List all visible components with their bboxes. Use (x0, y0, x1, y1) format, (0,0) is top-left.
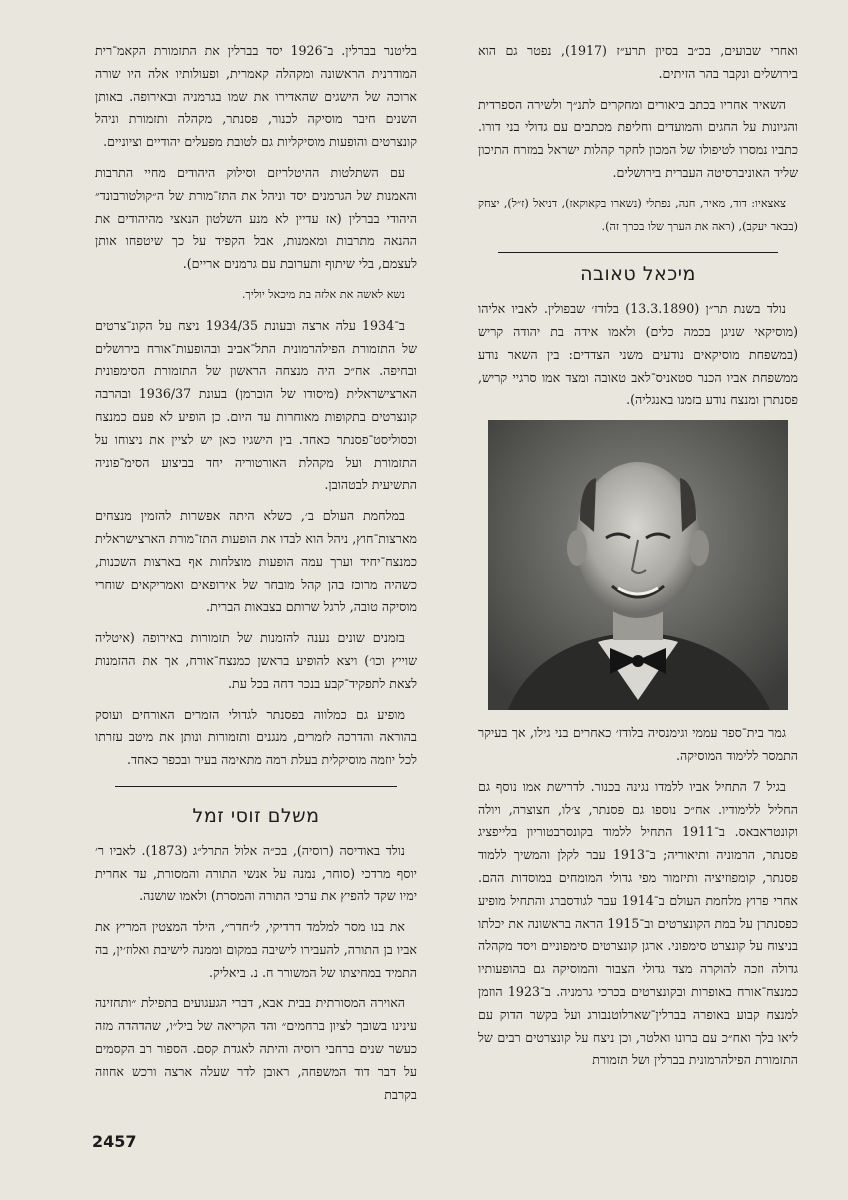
paragraph: במלחמת העולם ב׳, כשלא היתה אפשרות להזמין מנצחים מארצות־חוץ, ניהל הוא לבדו את הופעות התז־מורת הארצישראלית כמנצח־יחיד וערך עמה הופעות מוצלחות אף בארצות השכנות, כשהיה מרוכז בהן קהל מובחר של אירופאים ואמריקאים שוחרי מוסיקה טובה, לרגל שרותם בצבאות הברית. (95, 508, 417, 615)
paragraph: גמר בית־ספר עממי וגימנסיה בלודז׳ כאחרים בני גילו, אך בעיקר התמסר ללימוד המוסיקה. (478, 725, 798, 763)
article-title: משלם זוסי זמל (192, 804, 320, 827)
right-column (478, 40, 798, 1080)
paragraph: עם השתלטות ההיטלריזם וסילוק היהודים מחיי התרבות והאמנות של הגרמנים יסד וניהל את התז־מורת של ה״קולטורבונד״ היהודי בברלין (אז עדיין לא מנע השלטון הנאצי מהיהודים את ההנאה מתרבות ומאמנות, אבל הקפיד על כך שיטפחו אותן לעצמם, בלי שיתוף ותערובת עם גרמנים אריים). (95, 164, 417, 272)
left-column (95, 40, 417, 1114)
paragraph: בזמנים שונים נענה להזמנות של תזמורות באירופה (איטליה שוייץ וכו׳) ויצא להופיע בראשן כמנצח־אורח, אך את ההזמנות לצאת לתפקיד־קבע בנכר דחה בכל עת. (95, 630, 417, 691)
divider (115, 786, 397, 787)
portrait-photo (488, 420, 788, 710)
paragraph: בליטנר בברלין. ב־1926 יסד בברלין את התזמורת הקאמ־רית המודרנית הראשונה ומקהלה קאמרית, ופעולותיו אלה היו שורה ארוכה של הישגים שהאדירו את שמו בגרמניה ובאירופה. באותן השנים חיבר מוסיקה לכנור, פסנתר, מקהלה ותזמורת וניהל קונצרטים והופעות מוסיקליות גם לטובת מפעלים יהודיים וציוניים. (95, 43, 417, 150)
paragraph: ב־1934 עלה ארצה ובעונת 1934/35 ניצח על הקונ־צרטים של התזמורת הפילהרמונית התל־אביב ובהופעות־אורח בירושלים ובחיפה. אח״כ היה מנצחה הראשון של התזמורת הסימפונית הארצישראלית (מיסודו של הוברמן) בעונת 1936/37 ובהרבה קונצרטים בתקופות מאוחרות עד היום. כן הופיע לא פעם כמנצח וכסוליסט־פסנתר כאחד. בין הישגיו כאן יש לציין את ניצוחו על התזמורת ועל מקהלת האורטוריה יחד בביצוע הסימ־פוניה התשיעית לבטהובן. (95, 317, 417, 493)
article-title: מיכאל טאובה (580, 263, 696, 286)
paragraph: צאצאיו: דוד, מאיר, חנה, נפתלי (נשארו בקאוקאז), דניאל (ז״ל), יצחק (בבאר יעקב), (ראה את הערך שלו בכרך זה). (478, 196, 798, 233)
page-number: 2457 (92, 1132, 137, 1151)
paragraph: האוירה המסורתית בבית אבא, דברי הגעגועים בתפילת ״ותחזינה עינינו בשובך לציון ברחמים״ והד הקריאה של ביל״ו, שהדהדה מזה כעשר שנים ברחבי רוסיה והיתה לאגדת קסם. הספור רב הקסמים על דבר דוד המשפחה, ראובן לדר שעלה ארצה ורכש אחוזה בקרבת (95, 995, 417, 1102)
paragraph: בגיל 7 התחיל אביו ללמדו נגינה בכנור. לדרישת אמו נוסף גם החליל ללימודיו. אח״כ נוספו גם פסנתר, צ׳לו, חצוצרה, ויולה וקונטראבאס. ב־1911 התחיל ללמוד בקונסרבטוריון בלייפציג פסנתר, הרמוניה ותיאוריה; ב־1913 עבר לקלן והמשיך ללמוד פסנתר, קומפוזיציה ותיזמור מפי גדולי המומחים במוסדות ההם. אחרי פרוץ מלחמת העולם ב־1914 עבר לגודסברג והתחיל מופיע כפסנתרן על במת הקונצרטים וב־1915 הראה בראשונה את יכלתו בניצוח על קונצרט סימפוני. ארגן קונצרטים סימפוניים ויסד מקהלה גדולה וזכה להוקרה מצד גדולי הצבור והמוסיקה גם בהופעותיו כמנצח־אורח באופרות ובקונצרטים בכרכי גרמניה. ב־1923 הוזמן למנצח קבוע באופרה בברלין־שארלוטנבורג ועל בקשר הדוק עם ליאו בלך ואח״כ עם ברונו ואלטר, וכן ניצח על קונצרטים רבים של התזמורת הפילהרמונית בברלין ושל תזמורת (478, 778, 798, 1068)
paragraph: מופיע גם כמלווה בפסנתר לגדולי הזמרים האורחים ועוסק בהוראה והדרכה לזמרים, מנגנים ותזמורות ונותן את מיטב עזרתו לכל יוזמה מוסיקלית בעלת רמה מתאימה בעיר ובכפר כאחד. (95, 706, 417, 768)
paragraph: נולד בשנת תר״ן (13.3.1890) בלודז׳ שבפולין. לאביו אליהו (מוסיקאי שניגן בכמה כלים) ולאמו אידה בת יהודה קריש (במשפחת מוסיקאים נודעים משני הצדדים: בין השאר נודע ממשפחת אביו הכנר סטאניס־לאב טאובה ומצד אמו סרגיי קריש, פסנתרן ומנצח נודע בזמנו באנגליה). (478, 301, 798, 408)
paragraph: נולד באודיסה (רוסיה), בכ״ה אלול התרל״ג (1873). לאביו ר׳ יוסף מרדכי (סוחר, נמנה על אנשי התורה והמסורת, עד אחרית ימיו שקד להפיץ את ערכי התורה והמסרת) ולאמו שושנה. (95, 842, 417, 904)
portrait-image (488, 420, 788, 710)
paragraph: ואחרי שבועים, בכ״ב בסיון תרע״ז (1917), נפטר גם הוא בירושלים ונקבר בהר הזיתים. (478, 43, 798, 81)
paragraph: את בנו מסר למלמד דרדיקי, ל״חדר״, הילד המצטין המריץ את אביו בן התורה, להעבירו לישיבה במקום וממנה לישיבת ואלוז׳ין, בה התמיד במחיצתו של המשורר ח. נ. ביאליק. (95, 919, 417, 980)
paragraph: נשא לאשה את אלזה בת מיכאל יוליך. (241, 287, 405, 301)
paragraph: השאיר אחריו בכתב ביאורים ומחקרים לתנ״ך ולשירה הספרדית והגיונות על החגים והמועדים וחליפת מכתבים עם גדולי בני דורו. כתביו נמסרו לטיפולו של המכון לחקר קהלות ישראל במזרח התיכון שליד האוניברסיטה העברית בירושלים. (478, 96, 798, 180)
divider (498, 252, 778, 253)
